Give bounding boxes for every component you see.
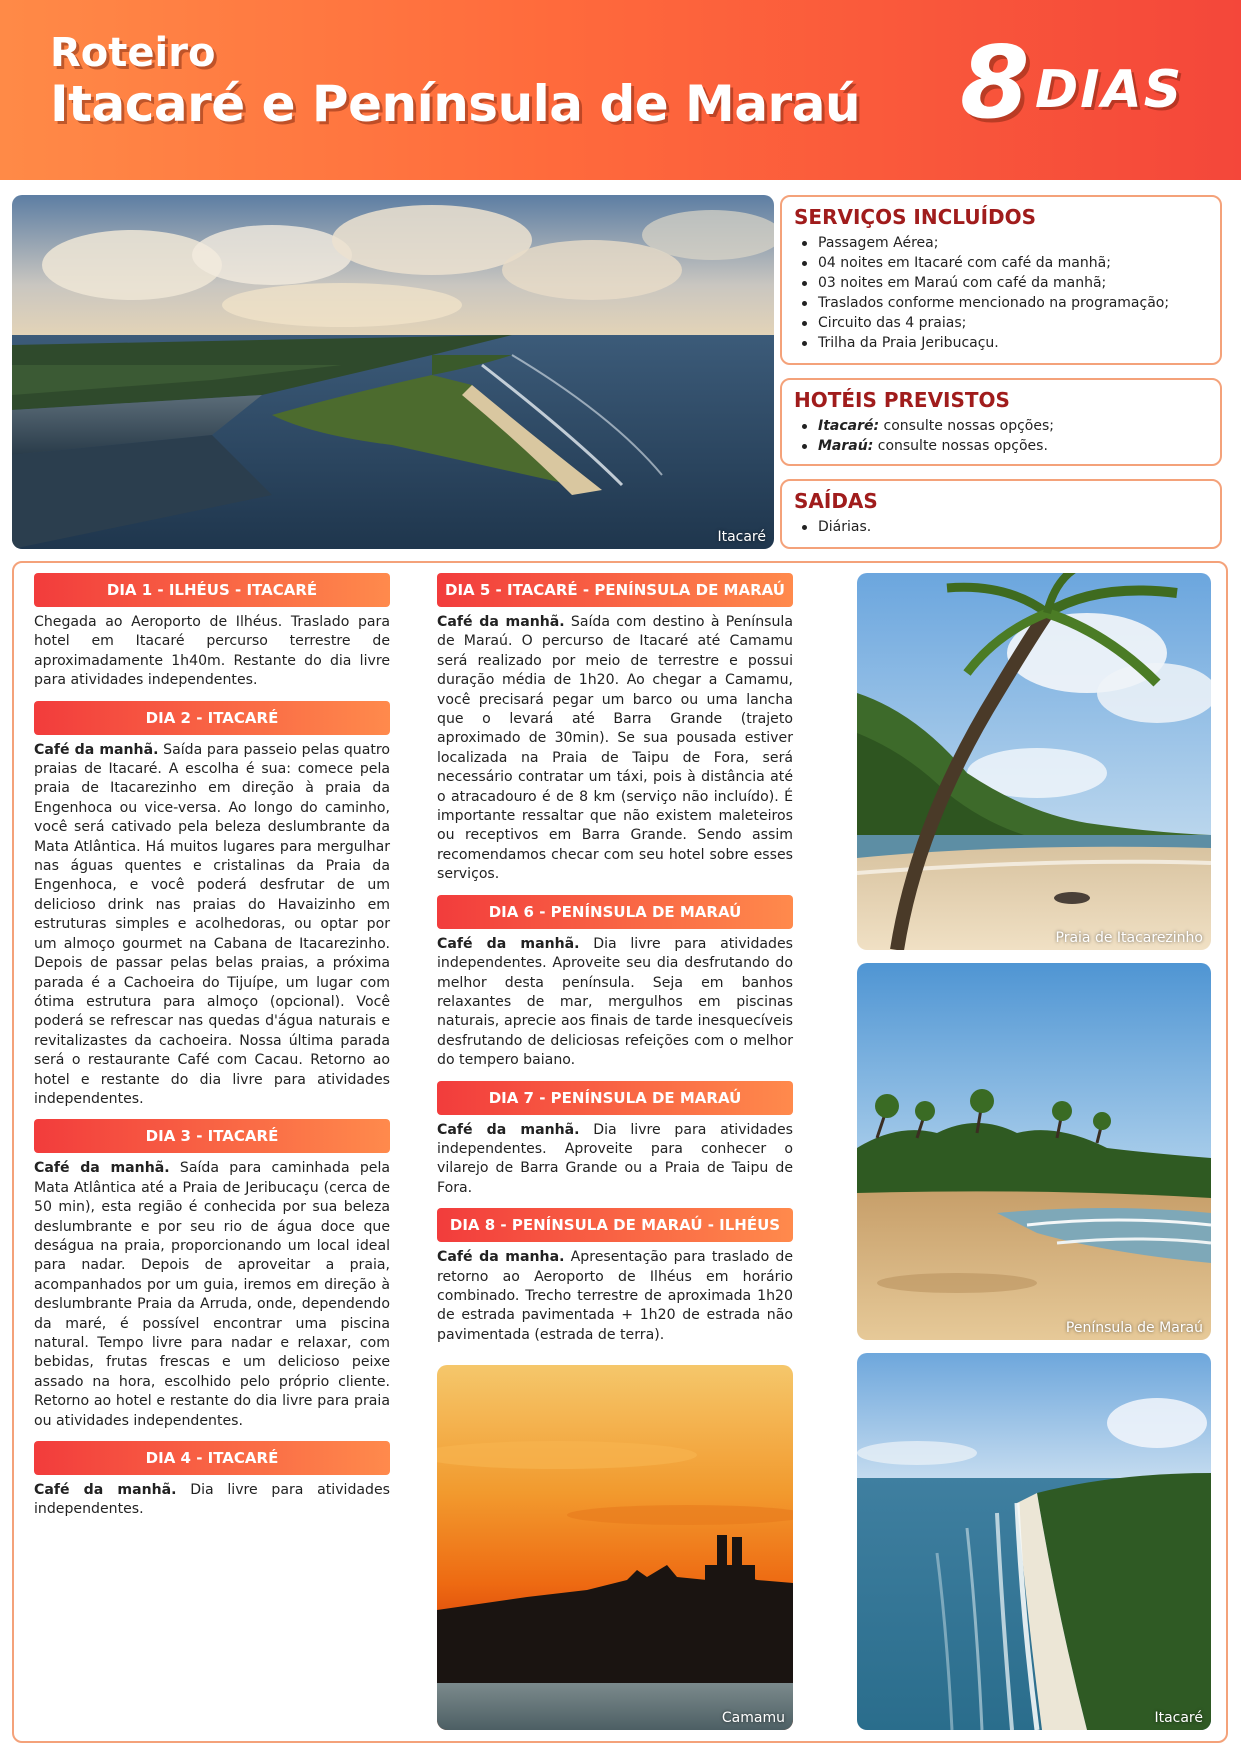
day-description: Saída para caminhada pela Mata Atlântica até a Praia de Jeribucaçu (cerca de 50 min), esta região é conhecida por sua beleza deslumbrante e por seu rio de água doce que deságua na praia, proporcionando um local ideal para nadar. Depois de aproveitar a praia, acompanhados por um guia, iremos em direção à deslumbrante Praia da Arruda, onde, dependendo da maré, é possível encontrar uma piscina natural. Tempo livre para nadar e relaxar, com bebidas, frutas frescas e um delicioso peixe assado na hora, escolhido pelo próprio cliente. Retorno ao hotel e restante do dia livre para praia ou atividades independentes. bbox=[34, 1160, 390, 1429]
day-8-text bbox=[437, 1248, 793, 1345]
itinerary-column-1 bbox=[34, 573, 390, 1530]
header-kicker: Roteiro bbox=[50, 30, 216, 76]
hotels-title: HOTÉIS PREVISTOS bbox=[794, 388, 1010, 412]
day-6-text bbox=[437, 935, 793, 1071]
hero-photo bbox=[12, 195, 774, 549]
day-5-text bbox=[437, 613, 793, 885]
day-4-text bbox=[34, 1481, 390, 1520]
list-item bbox=[794, 416, 1208, 436]
itacarezinho-photo bbox=[857, 573, 1211, 950]
marau-photo-art bbox=[857, 963, 1211, 1340]
departures-box bbox=[780, 479, 1222, 549]
day-description: Saída com destino à Península de Maraú. O percurso de Itacaré até Camamu será realizado por meio de terrestre e possui duração média de 1h20. Ao chegar a Camamu, você precisará pegar um barco ou uma lancha que o levará até Barra Grande (trajeto aproximado de 30min). Se sua pousada estiver localizada na Praia de Taipu de Fora, será necessário contratar um táxi, pois à distância até o atracadouro é de 8 km (serviço não incluído). É importante ressaltar que não existem maleteiros ou receptivos em Barra Grande. Sendo assim recomendamos checar com seu hotel sobre esses serviços. bbox=[437, 614, 793, 883]
duration-number: 8 bbox=[960, 24, 1030, 141]
hotel-city-label: Maraú: bbox=[818, 438, 874, 454]
day-3-text bbox=[34, 1159, 390, 1431]
hotel-note: consulte nossas opções; bbox=[883, 418, 1054, 434]
day-description: Dia livre para atividades independentes. Aproveite para conhecer o vilarejo de Barra Grande ou a Praia de Taipu de Fora. bbox=[437, 1121, 794, 1196]
header-banner bbox=[0, 0, 1241, 180]
day-2-header: DIA 2 - ITACARÉ bbox=[34, 701, 390, 735]
day-lead: Café da manhã. bbox=[34, 741, 159, 758]
camamu-photo bbox=[437, 1365, 793, 1730]
list-item: 04 noites em Itacaré com café da manhã; bbox=[794, 253, 1208, 273]
list-item bbox=[794, 436, 1208, 456]
list-item: Circuito das 4 praias; bbox=[794, 313, 1208, 333]
services-box bbox=[780, 195, 1222, 365]
page-title: Itacaré e Península de Maraú bbox=[50, 75, 861, 133]
hotels-list bbox=[794, 416, 1208, 456]
marau-caption: Península de Maraú bbox=[1065, 1320, 1203, 1336]
day-lead: Café da manhã. bbox=[437, 614, 565, 630]
day-7-header: DIA 7 - PENÍNSULA DE MARAÚ bbox=[437, 1081, 793, 1115]
itacarezinho-photo-art bbox=[857, 573, 1211, 950]
hotels-box bbox=[780, 378, 1222, 466]
day-description: Chegada ao Aeroporto de Ilhéus. Traslado para hotel em Itacaré percurso terrestre de aproximadamente 1h40m. Restante do dia livre para atividades independentes. bbox=[34, 614, 390, 689]
day-lead: Café da manhã. bbox=[34, 1160, 170, 1177]
day-description: Saída para passeio pelas quatro praias de Itacaré. A escolha é sua: comece pela praia de Itacarezinho em direção à praia da Engenhoca ou vice-versa. Ao longo do caminho, você será cativado pela beleza deslumbrante da Mata Atlântica. Há muitos lugares para mergulhar nas águas quentes e cristalinas da Praia da Engenhoca, e você poderá desfrutar de um delicioso drink nas praias do Havaizinho em estruturas simples e acolhedoras, ou optar por um almoço gourmet na Cabana de Itacarezinho. Depois de passar pelas belas praias, a próxima parada é a Cachoeira do Tijuípe, um lugar com ótima estrutura para almoço (opcional). Você poderá se refrescar nas quedas d'água naturais e revitalizastes da cachoeira. Nossa última parada será o restaurante Café com Cacau. Retorno ao hotel e restante do dia livre para atividades independentes. bbox=[34, 741, 391, 1107]
day-lead: Café da manhã. bbox=[437, 1121, 580, 1138]
hero-caption: Itacaré bbox=[717, 529, 766, 545]
hotel-city-label: Itacaré: bbox=[818, 418, 880, 434]
day-7-text bbox=[437, 1121, 793, 1199]
itacare-aerial-photo bbox=[857, 1353, 1211, 1730]
marau-photo bbox=[857, 963, 1211, 1340]
list-item: Traslados conforme mencionado na programação; bbox=[794, 293, 1208, 313]
day-4-header: DIA 4 - ITACARÉ bbox=[34, 1441, 390, 1475]
day-description: Apresentação para traslado de retorno ao Aeroporto de Ilhéus em horário combinado. Trecho terrestre de aproximada 1h20 de estrada pavimentada + 1h20 de estrada não pavimentada (estrada de terra). bbox=[437, 1249, 794, 1343]
itacare-aerial-caption: Itacaré bbox=[1154, 1710, 1203, 1726]
day-1-header: DIA 1 - ILHÉUS - ITACARÉ bbox=[34, 573, 390, 607]
hero-photo-art bbox=[12, 195, 774, 549]
itinerary-column-2 bbox=[437, 573, 793, 1355]
day-description: Dia livre para atividades independentes. bbox=[34, 1482, 391, 1518]
services-title: SERVIÇOS INCLUÍDOS bbox=[794, 205, 1037, 229]
day-8-header: DIA 8 - PENÍNSULA DE MARAÚ - ILHÉUS bbox=[437, 1208, 793, 1242]
list-item: Diárias. bbox=[794, 517, 1208, 537]
day-1-text bbox=[34, 613, 390, 691]
itacarezinho-caption: Praia de Itacarezinho bbox=[1055, 930, 1203, 946]
day-description: Dia livre para atividades independentes. Aproveite seu dia desfrutando do melhor desta península. Seja em banhos relaxantes de mar, mergulhos em piscinas naturais, aprecie aos finais de tarde inesquecíveis desfrutando de deliciosas refeições com o melhor do tempero baiano. bbox=[437, 935, 794, 1069]
list-item: Passagem Aérea; bbox=[794, 233, 1208, 253]
services-list bbox=[794, 233, 1208, 353]
hotel-note: consulte nossas opções. bbox=[877, 438, 1048, 454]
camamu-photo-art bbox=[437, 1365, 793, 1730]
day-3-header: DIA 3 - ITACARÉ bbox=[34, 1119, 390, 1153]
day-lead: Café da manha. bbox=[437, 1249, 565, 1266]
list-item: 03 noites em Maraú com café da manhã; bbox=[794, 273, 1208, 293]
duration-unit: DIAS bbox=[1035, 60, 1184, 120]
departures-list bbox=[794, 517, 1208, 537]
day-5-header: DIA 5 - ITACARÉ - PENÍNSULA DE MARAÚ bbox=[437, 573, 793, 607]
day-2-text bbox=[34, 741, 390, 1110]
day-lead: Café da manhã. bbox=[437, 935, 580, 952]
list-item: Trilha da Praia Jeribucaçu. bbox=[794, 333, 1208, 353]
itacare-aerial-photo-art bbox=[857, 1353, 1211, 1730]
camamu-caption: Camamu bbox=[721, 1710, 785, 1726]
departures-title: SAÍDAS bbox=[794, 489, 878, 513]
day-6-header: DIA 6 - PENÍNSULA DE MARAÚ bbox=[437, 895, 793, 929]
day-lead: Café da manhã. bbox=[34, 1482, 177, 1499]
